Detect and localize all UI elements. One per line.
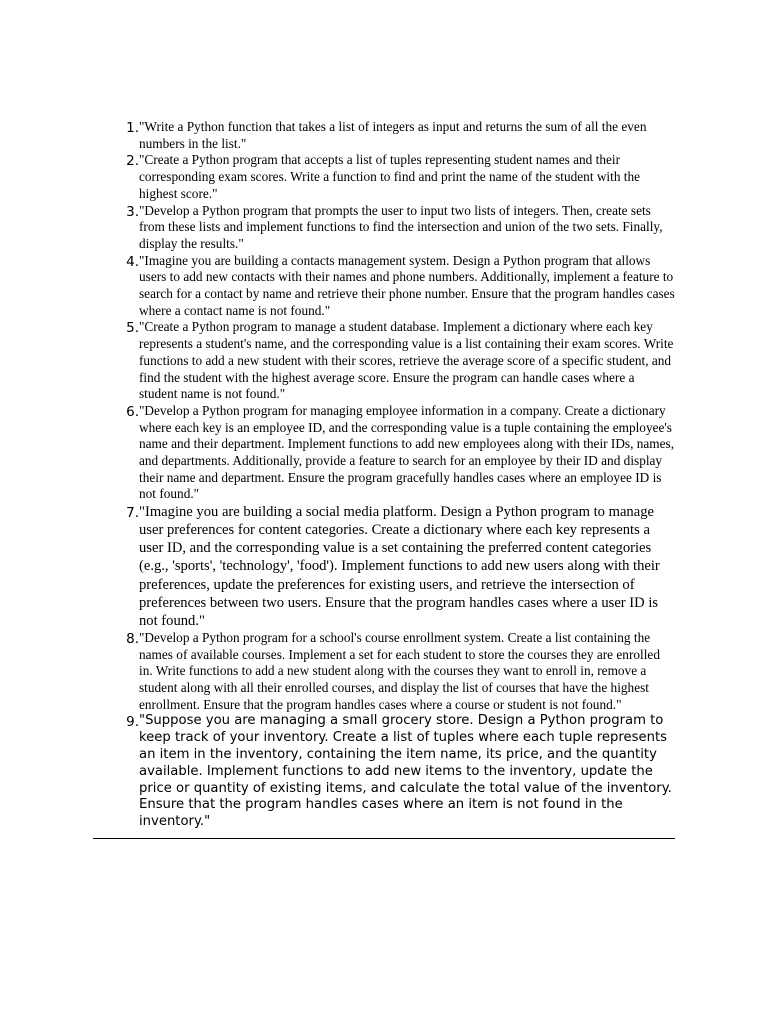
list-item	[93, 119, 675, 152]
list-item-text: "Write a Python function that takes a list of integers as input and returns the sum of all the even numbers in the list."	[139, 119, 647, 151]
list-number: 5.	[126, 320, 139, 337]
list-number: 9.	[126, 714, 139, 731]
list-number: 1.	[126, 120, 139, 136]
list-item	[93, 503, 675, 630]
list-number: 2.	[126, 153, 139, 170]
list-number: 6.	[126, 403, 139, 420]
list-number: 3.	[126, 203, 139, 220]
document-body	[93, 119, 675, 839]
list-item	[93, 253, 675, 320]
list-item-text: "Imagine you are building a contacts management system. Design a Python program that allows users to add new contacts with their names and phone numbers. Additionally, implement a feature to search for a contact by name and retrieve their phone number. Ensure that the program handles cases where a contact name is not found."	[139, 252, 675, 318]
list-item	[93, 713, 675, 831]
list-item-text: "Imagine you are building a social media platform. Design a Python program to manage user preferences for content categories. Create a dictionary where each key represents a user ID, and the corresponding value is a set containing the preferred content categories (e.g., 'sports', 'technology', 'food'). Implement functions to add new users along with their preferences, update the preferences for existing users, and retrieve the intersection of preferences between two users. Ensure that the program handles cases where a user ID is not found."	[139, 504, 660, 629]
list-item-text: "Create a Python program to manage a student database. Implement a dictionary where each key represents a student's name, and the corresponding value is a list containing their exam scores. Write functions to add a new student with their scores, retrieve the average score of a specific student, and find the student with the highest average score. Ensure the program can handle cases where a student name is not found."	[139, 319, 674, 402]
list-number: 8.	[126, 630, 139, 647]
list-item	[93, 203, 675, 253]
list-number: 7.	[126, 505, 139, 522]
list-item	[93, 319, 675, 403]
list-item	[93, 403, 675, 503]
numbered-list	[93, 119, 675, 831]
list-item-text: "Develop a Python program that prompts the user to input two lists of integers. Then, create sets from these lists and implement functions to find the intersection and union of the two sets. Finally, display the results."	[139, 202, 663, 251]
list-item	[93, 152, 675, 202]
list-item	[93, 630, 675, 714]
list-item-text: "Suppose you are managing a small grocery store. Design a Python program to keep track of your inventory. Create a list of tuples where each tuple represents an item in the inventory, containing the item name, its price, and the quantity available. Implement functions to add new items to the inventory, update the price or quantity of existing items, and calculate the total value of the inventory. Ensure that the program handles cases where an item is not found in the inventory."	[139, 713, 672, 830]
list-item-text: "Develop a Python program for a school's course enrollment system. Create a list containing the names of available courses. Implement a set for each student to store the courses they are enrolled in. Write functions to add a new student along with the courses they want to enroll in, remove a student along with all their enrolled courses, and display the list of courses that have the highest enrollment. Ensure that the program handles cases where a course or student is not found."	[139, 629, 660, 712]
list-item-text: "Create a Python program that accepts a list of tuples representing student names and their corresponding exam scores. Write a function to find and print the name of the student with the highest score."	[139, 152, 641, 201]
list-item-text: "Develop a Python program for managing employee information in a company. Create a dictionary where each key is an employee ID, and the corresponding value is a tuple containing the employee's name and their department. Implement functions to add new employees along with their IDs, names, and departments. Additionally, provide a feature to search for an employee by their ID and display their name and department. Ensure the program gracefully handles cases where an employee ID is not found."	[139, 402, 675, 502]
horizontal-rule	[93, 838, 675, 839]
list-number: 4.	[126, 253, 139, 270]
